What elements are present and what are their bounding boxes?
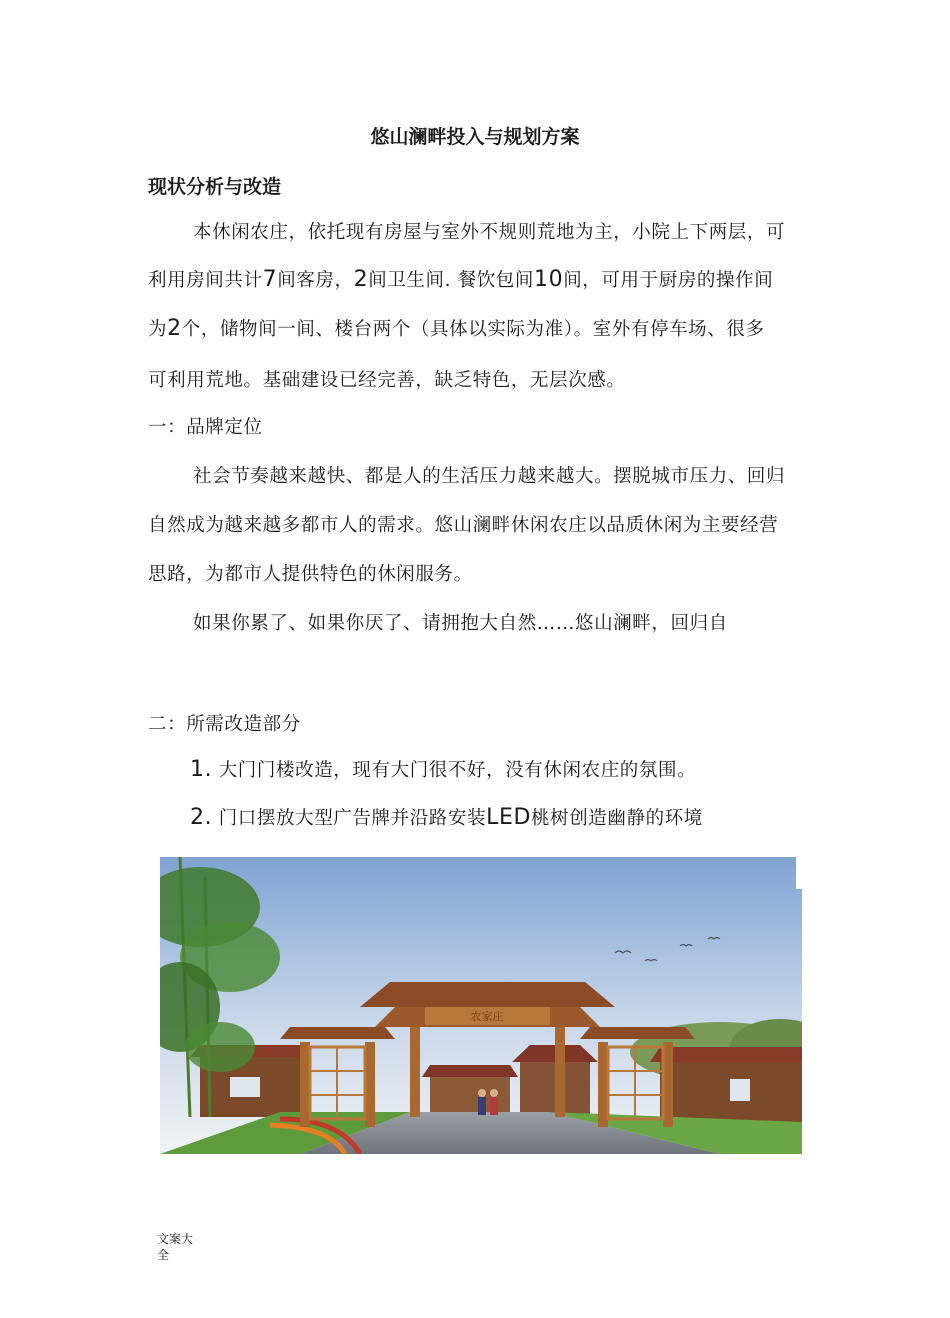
document-title: 悠山澜畔投入与规划方案 [370,126,580,148]
gate-sign-text: 农家庄 [470,1010,504,1023]
paragraph-line: 思路，为都市人提供特色的休闲服务。 [148,564,473,585]
section-brand-positioning: 一：品牌定位 [148,417,263,438]
list-number: 1. [190,757,213,782]
paragraph-line: 社会节奏越来越快、都是人的生活压力越来越大。摆脱城市压力、回归 [193,466,786,487]
footer-label: 文案大全 [157,1232,194,1262]
gate-illustration [160,857,802,1154]
section-heading: 现状分析与改造 [148,176,282,198]
list-item: 1. 大门门楼改造，现有大门很不好，没有休闲农庄的氛围。 [190,757,697,782]
gate-photo [160,857,802,1154]
section-renovation: 二：所需改造部分 [148,714,301,735]
kitchen-count: 2 [167,316,182,341]
dining-room-count: 10 [534,267,564,292]
paragraph-line: 本休闲农庄，依托现有房屋与室外不规则荒地为主，小院上下两层，可 [193,222,786,243]
paragraph-line: 可利用荒地。基础建设已经完善，缺乏特色，无层次感。 [148,370,626,391]
list-number: 2. [190,805,213,830]
paragraph-line: 自然成为越来越多都市人的需求。悠山澜畔休闲农庄以品质休闲为主要经营 [148,515,779,536]
paragraph-line: 如果你累了、如果你厌了、请拥抱大自然……悠山澜畔，回归自 [193,613,728,634]
paragraph-line: 为2个，储物间一间、楼台两个（具体以实际为准）。室外有停车场、很多 [148,316,765,341]
bathroom-count: 2 [353,267,369,292]
room-count: 7 [262,267,278,292]
list-item: 2. 门口摆放大型广告牌并沿路安装LED桃树创造幽静的环境 [190,805,703,830]
paragraph-line: 利用房间共计7间客房，2间卫生间. 餐饮包间10间，可用于厨房的操作间 [148,267,774,292]
